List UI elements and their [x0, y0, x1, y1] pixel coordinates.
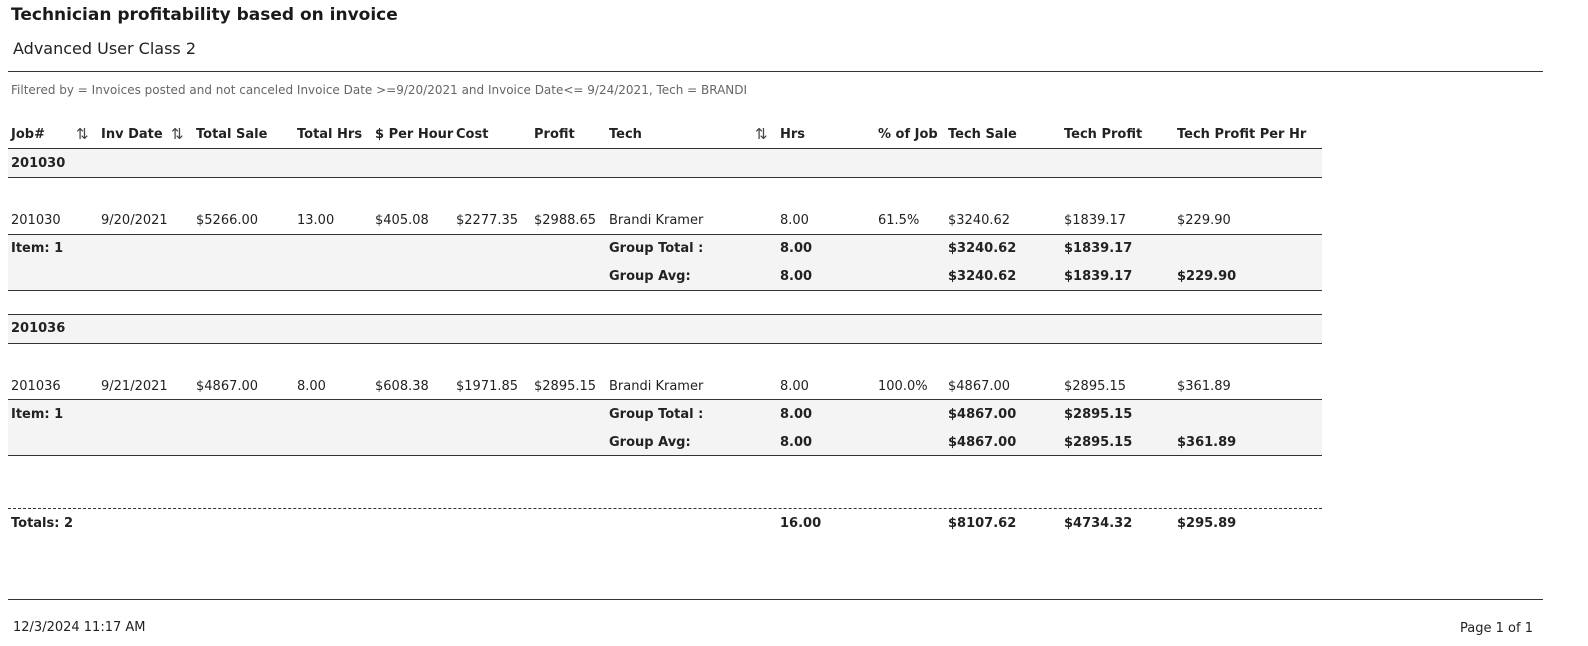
col-header-tech: Tech: [609, 127, 642, 142]
totals-divider: [8, 508, 1322, 509]
row-job: 201036: [11, 379, 61, 394]
row-pct-job: 100.0%: [878, 379, 928, 394]
row-pct-job: 61.5%: [878, 213, 920, 228]
col-header-tech-profit: Tech Profit: [1064, 127, 1143, 142]
col-header-tech-sale: Tech Sale: [948, 127, 1017, 142]
group-item-count: Item: 1: [11, 407, 64, 422]
group-avg-tech-profit: $2895.15: [1064, 435, 1133, 450]
group-avg-tech-profit: $1839.17: [1064, 269, 1133, 284]
header-divider: [8, 71, 1543, 72]
totals-hrs: 16.00: [780, 516, 822, 531]
group-avg-tech-sale: $4867.00: [948, 435, 1017, 450]
group-total-tech-sale: $4867.00: [948, 407, 1017, 422]
group-avg-hrs: 8.00: [780, 435, 813, 450]
row-per-hour: $405.08: [375, 213, 429, 228]
report-title: Technician profitability based on invoice: [11, 5, 398, 25]
row-cost: $1971.85: [456, 379, 519, 394]
group-total-label: Group Total :: [609, 241, 704, 256]
group-label: 201036: [11, 321, 66, 336]
totals-tech-profit-per-hr: $295.89: [1177, 516, 1237, 531]
group-total-label: Group Total :: [609, 407, 704, 422]
group-total-hrs: 8.00: [780, 241, 813, 256]
totals-tech-profit: $4734.32: [1064, 516, 1133, 531]
row-total-sale: $5266.00: [196, 213, 259, 228]
col-header-per-hour: $ Per Hour: [375, 127, 454, 142]
page-indicator: Page 1 of 1: [1460, 621, 1533, 636]
group-avg-tech-sale: $3240.62: [948, 269, 1017, 284]
group-total-tech-sale: $3240.62: [948, 241, 1017, 256]
row-inv-date: 9/21/2021: [101, 379, 168, 394]
row-inv-date: 9/20/2021: [101, 213, 168, 228]
col-header-total-sale: Total Sale: [196, 127, 268, 142]
group-item-count: Item: 1: [11, 241, 64, 256]
group-header-band: [8, 148, 1322, 178]
row-job: 201030: [11, 213, 61, 228]
row-per-hour: $608.38: [375, 379, 429, 394]
col-header-pct-job: % of Job: [878, 127, 938, 142]
col-header-job[interactable]: Job#: [11, 127, 45, 142]
col-header-hrs: Hrs: [780, 127, 806, 142]
col-header-total-hrs: Total Hrs: [297, 127, 363, 142]
row-hrs: 8.00: [780, 213, 809, 228]
report-timestamp: 12/3/2024 11:17 AM: [13, 620, 146, 635]
sort-inv-date-icon[interactable]: ⇅: [171, 125, 181, 143]
sort-tech-icon[interactable]: ⇅: [755, 125, 765, 143]
filter-description: Filtered by = Invoices posted and not canceled Invoice Date >=9/20/2021 and Invoice Date<= 9/24/2021, Tech = BRANDI: [11, 83, 748, 97]
totals-tech-sale: $8107.62: [948, 516, 1017, 531]
row-total-hrs: 13.00: [297, 213, 335, 228]
col-header-cost: Cost: [456, 127, 489, 142]
footer-divider: [8, 599, 1543, 600]
row-profit: $2988.65: [534, 213, 597, 228]
row-hrs: 8.00: [780, 379, 809, 394]
row-profit: $2895.15: [534, 379, 597, 394]
row-tech: Brandi Kramer: [609, 213, 704, 228]
row-tech-sale: $4867.00: [948, 379, 1011, 394]
row-tech-profit-per-hr: $361.89: [1177, 379, 1231, 394]
group-total-tech-profit: $1839.17: [1064, 241, 1133, 256]
group-avg-label: Group Avg:: [609, 269, 691, 284]
row-tech-profit: $2895.15: [1064, 379, 1127, 394]
group-avg-hrs: 8.00: [780, 269, 813, 284]
group-total-tech-profit: $2895.15: [1064, 407, 1133, 422]
report-subtitle: Advanced User Class 2: [13, 39, 197, 58]
group-avg-label: Group Avg:: [609, 435, 691, 450]
group-label: 201030: [11, 156, 66, 171]
group-header-band: [8, 314, 1322, 344]
sort-job-icon[interactable]: ⇅: [76, 125, 86, 143]
group-avg-tech-profit-per-hr: $361.89: [1177, 435, 1237, 450]
row-tech-profit-per-hr: $229.90: [1177, 213, 1231, 228]
col-header-tech-profit-per-hr: Tech Profit Per Hr: [1177, 127, 1307, 142]
row-cost: $2277.35: [456, 213, 519, 228]
col-header-inv-date[interactable]: Inv Date: [101, 127, 163, 142]
group-total-hrs: 8.00: [780, 407, 813, 422]
group-avg-tech-profit-per-hr: $229.90: [1177, 269, 1237, 284]
row-total-sale: $4867.00: [196, 379, 259, 394]
col-header-profit: Profit: [534, 127, 575, 142]
row-tech-profit: $1839.17: [1064, 213, 1127, 228]
row-tech: Brandi Kramer: [609, 379, 704, 394]
totals-label: Totals: 2: [11, 516, 74, 531]
row-total-hrs: 8.00: [297, 379, 326, 394]
row-tech-sale: $3240.62: [948, 213, 1011, 228]
